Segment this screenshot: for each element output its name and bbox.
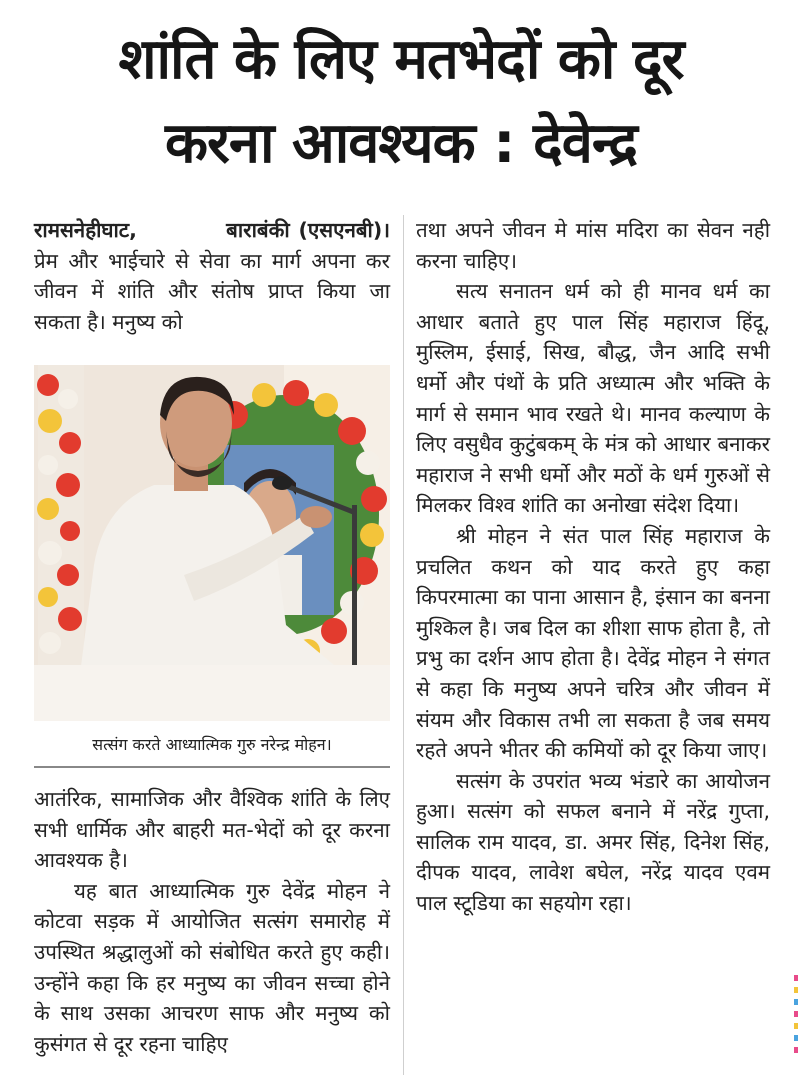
left-column-top <box>34 215 390 337</box>
photo-caption: सत्संग करते आध्यात्मिक गुरु नरेन्द्र मोहन। <box>92 735 332 754</box>
page-edge-marks <box>794 975 800 1085</box>
article-photo <box>34 365 390 721</box>
dateline: रामसनेहीघाट, बाराबंकी (एसएनबी)। <box>34 218 390 242</box>
right-paragraph-4: सत्संग के उपरांत भव्य भंडारे का आयोजन हुआ। सत्संग को सफल बनाने में नरेंद्र गुप्ता, सालिक राम यादव, डा. अमर सिंह, दिनेश सिंह, दीपक यादव, लावेश बघेल, नरेंद्र यादव एवम पाल स्टूडिया का सहयोग रहा। <box>416 768 770 916</box>
satsang-photo-illustration <box>34 365 390 721</box>
right-paragraph-1: तथा अपने जीवन मे मांस मदिरा का सेवन नही करना चाहिए। <box>416 218 770 273</box>
right-paragraph-3: श्री मोहन ने संत पाल सिंह महाराज के प्रचलित कथन को याद करते हुए कहा किपरमात्मा का पाना आसान है, इंसान का बनना मुश्किल है। जब दिल का शीशा साफ होता है, तो प्रभु का दर्शन आप होता है। देवेंद्र मोहन ने संगत से कहा कि मनुष्य अपने चरित्र और जीवन में संयम और विकास तभी ला सकता है जब समय रहते अपने भीतर की कमियों को दूर किया जाए। <box>416 523 770 763</box>
left-column-bottom <box>34 784 390 1059</box>
caption-divider <box>34 766 390 768</box>
headline-line-1: शांति के लिए मतभेदों को दूर <box>118 27 684 92</box>
left-paragraph-2: यह बात आध्यात्मिक गुरु देवेंद्र मोहन ने कोटवा सड़क में आयोजित सत्संग समारोह में उपस्थित श्रद्धालुओं को संबोधित करते हुए कही। उन्होंने कहा कि हर मनुष्य का जीवन सच्चा होने के साथ उसका आचरण साफ और मनुष्य को कुसंगत से दूर रहना चाहिए <box>34 878 390 1056</box>
column-divider <box>403 215 404 1075</box>
right-column <box>416 215 770 919</box>
intro-paragraph <box>34 215 390 337</box>
right-paragraph-2: सत्य सनातन धर्म को ही मानव धर्म का आधार बताते हुए पाल सिंह महाराज हिंदू, मुस्लिम, ईसाई, सिख, बौद्ध, जैन आदि सभी धर्मो और पंथों के प्रति अध्यात्म और भक्ति के मार्ग से समान भाव रखते थे। मानव कल्याण के लिए वसुधैव कुटुंबकम् के मंत्र को आधार बनाकर महाराज ने सभी धर्मो और मठों के धर्म गुरुओं से मिलकर विश्व शांति का अनोखा संदेश दिया। <box>416 279 770 518</box>
headline-line-2: करना आवश्यक : देवेन्द्र <box>165 111 637 176</box>
intro-text: प्रेम और भाईचारे से सेवा का मार्ग अपना कर जीवन में शांति और संतोष प्राप्त किया जा सकता है। मनुष्य को <box>34 248 390 334</box>
headline <box>0 18 802 186</box>
left-paragraph-1: आतंरिक, सामाजिक और वैश्विक शांति के लिए सभी धार्मिक और बाहरी मत-भेदों को दूर करना आवश्यक है। <box>34 787 390 873</box>
